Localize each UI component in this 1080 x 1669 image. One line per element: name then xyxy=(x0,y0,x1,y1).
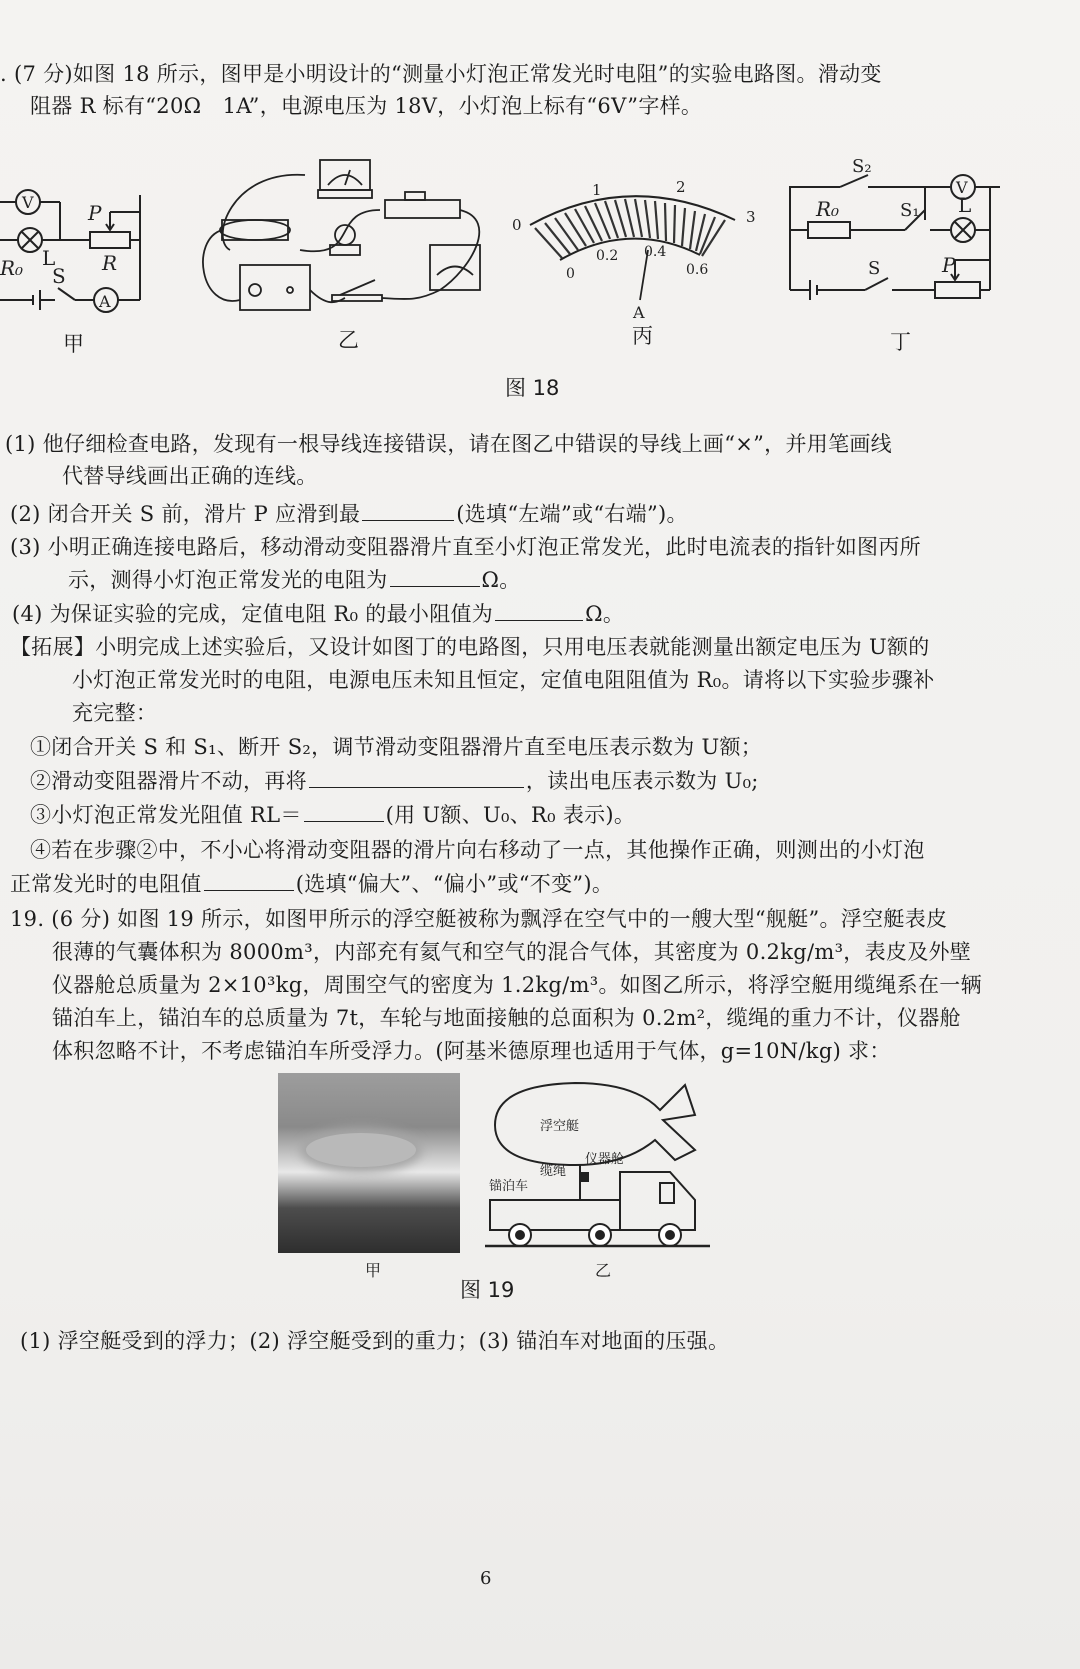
caption-19-jia: 甲 xyxy=(365,1261,382,1280)
scale-outer-2: 2 xyxy=(676,178,686,196)
q18-part1-line2: 代替导线画出正确的连线。 xyxy=(62,464,318,488)
q19-line4: 锚泊车上，锚泊车的总质量为 7t，车轮与地面接触的总面积为 0.2m²，缆绳的重力不计，仪器舱 xyxy=(52,1006,961,1030)
page-number: 6 xyxy=(480,1568,492,1589)
q18-step1: ①闭合开关 S 和 S₁、断开 S₂，调节滑动变阻器滑片直至电压表示数为 U额； xyxy=(30,735,763,759)
scale-outer-0: 0 xyxy=(512,216,522,234)
switch-s-jia xyxy=(58,288,75,300)
rheostat-symbol xyxy=(90,232,130,248)
truck-cab xyxy=(620,1172,695,1230)
q19-line3: 仪器舱总质量为 2×10³kg，周围空气的密度为 1.2kg/m³。如图乙所示，将浮空艇用缆绳系在一辆 xyxy=(52,973,982,997)
ammeter-dial-bing xyxy=(512,178,756,322)
caption-yi: 乙 xyxy=(338,328,359,352)
answer-blank-step3[interactable] xyxy=(304,801,384,822)
caption-jia: 甲 xyxy=(63,332,84,356)
caption-19-yi: 乙 xyxy=(595,1261,612,1280)
q18-part2: (2) 闭合开关 S 前，滑片 P 应滑到最 (选填“左端”或“右端”)。 xyxy=(10,502,688,526)
dial-unit: A xyxy=(633,303,645,322)
q18-step2: ②滑动变阻器滑片不动，再将 ，读出电压表示数为 U₀; xyxy=(30,769,759,793)
label-airship: 浮空艇 xyxy=(540,1119,580,1134)
label-l-jia: L xyxy=(42,246,56,270)
label-p-ding: P xyxy=(942,253,956,277)
figure-19-diagram xyxy=(485,1075,715,1255)
ammeter-device xyxy=(430,245,480,290)
label-p-jia: P xyxy=(88,201,102,225)
answer-blank-step4[interactable] xyxy=(204,870,294,891)
battery-box xyxy=(220,220,290,240)
scale-inner-2: 0.4 xyxy=(644,244,667,260)
switch-s-ding xyxy=(865,278,888,290)
label-s-jia: S xyxy=(52,264,66,288)
label-v-jia: V xyxy=(22,193,34,212)
figure-18-caption: 图 18 xyxy=(505,376,560,400)
caption-bing: 丙 xyxy=(632,324,653,348)
label-r0-ding: R₀ xyxy=(816,197,840,221)
caption-ding: 丁 xyxy=(890,330,911,354)
answer-blank-step2[interactable] xyxy=(309,767,524,788)
q19-line5: 体积忽略不计，不考虑锚泊车所受浮力。(阿基米德原理也适用于气体，g=10N/kg) 求： xyxy=(52,1039,891,1063)
label-cabin: 仪器舱 xyxy=(585,1152,625,1167)
r0-resistor xyxy=(808,222,850,238)
label-s2: S₂ xyxy=(852,156,872,177)
q18-part3-line2: 示，测得小灯泡正常发光的电阻为 Ω。 xyxy=(68,568,521,592)
label-r-jia: R xyxy=(102,251,118,275)
label-r0-jia: R₀ xyxy=(0,256,24,280)
label-v-ding: V xyxy=(956,178,968,197)
label-l-ding: L xyxy=(958,193,972,217)
scale-inner-3: 0.6 xyxy=(686,262,709,278)
figure-19-caption: 图 19 xyxy=(460,1278,515,1302)
q18-intro-line1: . (7 分)如图 18 所示，图甲是小明设计的“测量小灯泡正常发光时电阻”的实验电路图。滑动变 xyxy=(0,62,882,86)
answer-blank-3[interactable] xyxy=(390,566,480,587)
q18-step4-line1: ④若在步骤②中，不小心将滑动变阻器的滑片向右移动了一点，其他操作正确，则测出的小灯泡 xyxy=(30,838,925,862)
q18-part1-line1: (1) 他仔细检查电路，发现有一根导线连接错误，请在图乙中错误的导线上画“×”，并用笔画线 xyxy=(5,432,892,456)
q18-part3-line1: (3) 小明正确连接电路后，移动滑动变阻器滑片直至小灯泡正常发光，此时电流表的指针如图丙所 xyxy=(10,535,921,559)
apparatus-yi xyxy=(203,160,480,310)
answer-blank-2[interactable] xyxy=(362,500,454,521)
q18-extension-line1: 【拓展】小明完成上述实验后，又设计如图丁的电路图，只用电压表就能测量出额定电压为 U额的 xyxy=(10,635,930,659)
rheostat-ding xyxy=(935,282,980,298)
q18-step3: ③小灯泡正常发光阻值 RL＝ (用 U额、U₀、R₀ 表示)。 xyxy=(30,803,636,827)
q18-intro-line2: 阻器 R 标有“20Ω 1A”，电源电压为 18V，小灯泡上标有“6V”字样。 xyxy=(30,94,703,118)
q19-questions: (1) 浮空艇受到的浮力；(2) 浮空艇受到的重力；(3) 锚泊车对地面的压强。 xyxy=(20,1329,730,1353)
airship-photo xyxy=(278,1073,460,1253)
figure-18 xyxy=(0,150,1000,350)
q19-line2: 很薄的气囊体积为 8000m³，内部充有氦气和空气的混合气体，其密度为 0.2kg/m³，表皮及外壁 xyxy=(52,940,972,964)
scale-inner-0: 0 xyxy=(566,266,575,282)
q18-part4: (4) 为保证实验的完成，定值电阻 R₀ 的最小阻值为 Ω。 xyxy=(12,602,625,626)
label-a-jia: A xyxy=(99,292,111,311)
q18-extension-line3: 充完整： xyxy=(72,701,158,725)
q19-line1: 19. (6 分) 如图 19 所示，如图甲所示的浮空艇被称为飘浮在空气中的一艘大型“舰艇”。浮空艇表皮 xyxy=(10,907,948,931)
airship-silhouette xyxy=(306,1133,416,1167)
q18-extension-line2: 小灯泡正常发光时的电阻，电源电压未知且恒定，定值电阻阻值为 R₀。请将以下实验步骤补 xyxy=(72,668,935,692)
answer-blank-4[interactable] xyxy=(495,600,583,621)
circuit-jia xyxy=(0,190,140,312)
scale-outer-1: 1 xyxy=(592,181,602,199)
label-cable: 缆绳 xyxy=(540,1164,567,1179)
rheostat-device xyxy=(385,200,460,218)
q18-step4-line2: 正常发光时的电阻值 (选填“偏大”、“偏小”或“不变”)。 xyxy=(10,872,614,896)
label-s-ding: S xyxy=(868,258,881,279)
label-s1: S₁ xyxy=(900,200,920,221)
label-truck: 锚泊车 xyxy=(489,1179,529,1194)
circuit-ding xyxy=(790,156,1000,300)
scale-outer-3: 3 xyxy=(746,208,756,226)
scale-inner-1: 0.2 xyxy=(596,248,619,264)
switch-device xyxy=(340,280,375,295)
